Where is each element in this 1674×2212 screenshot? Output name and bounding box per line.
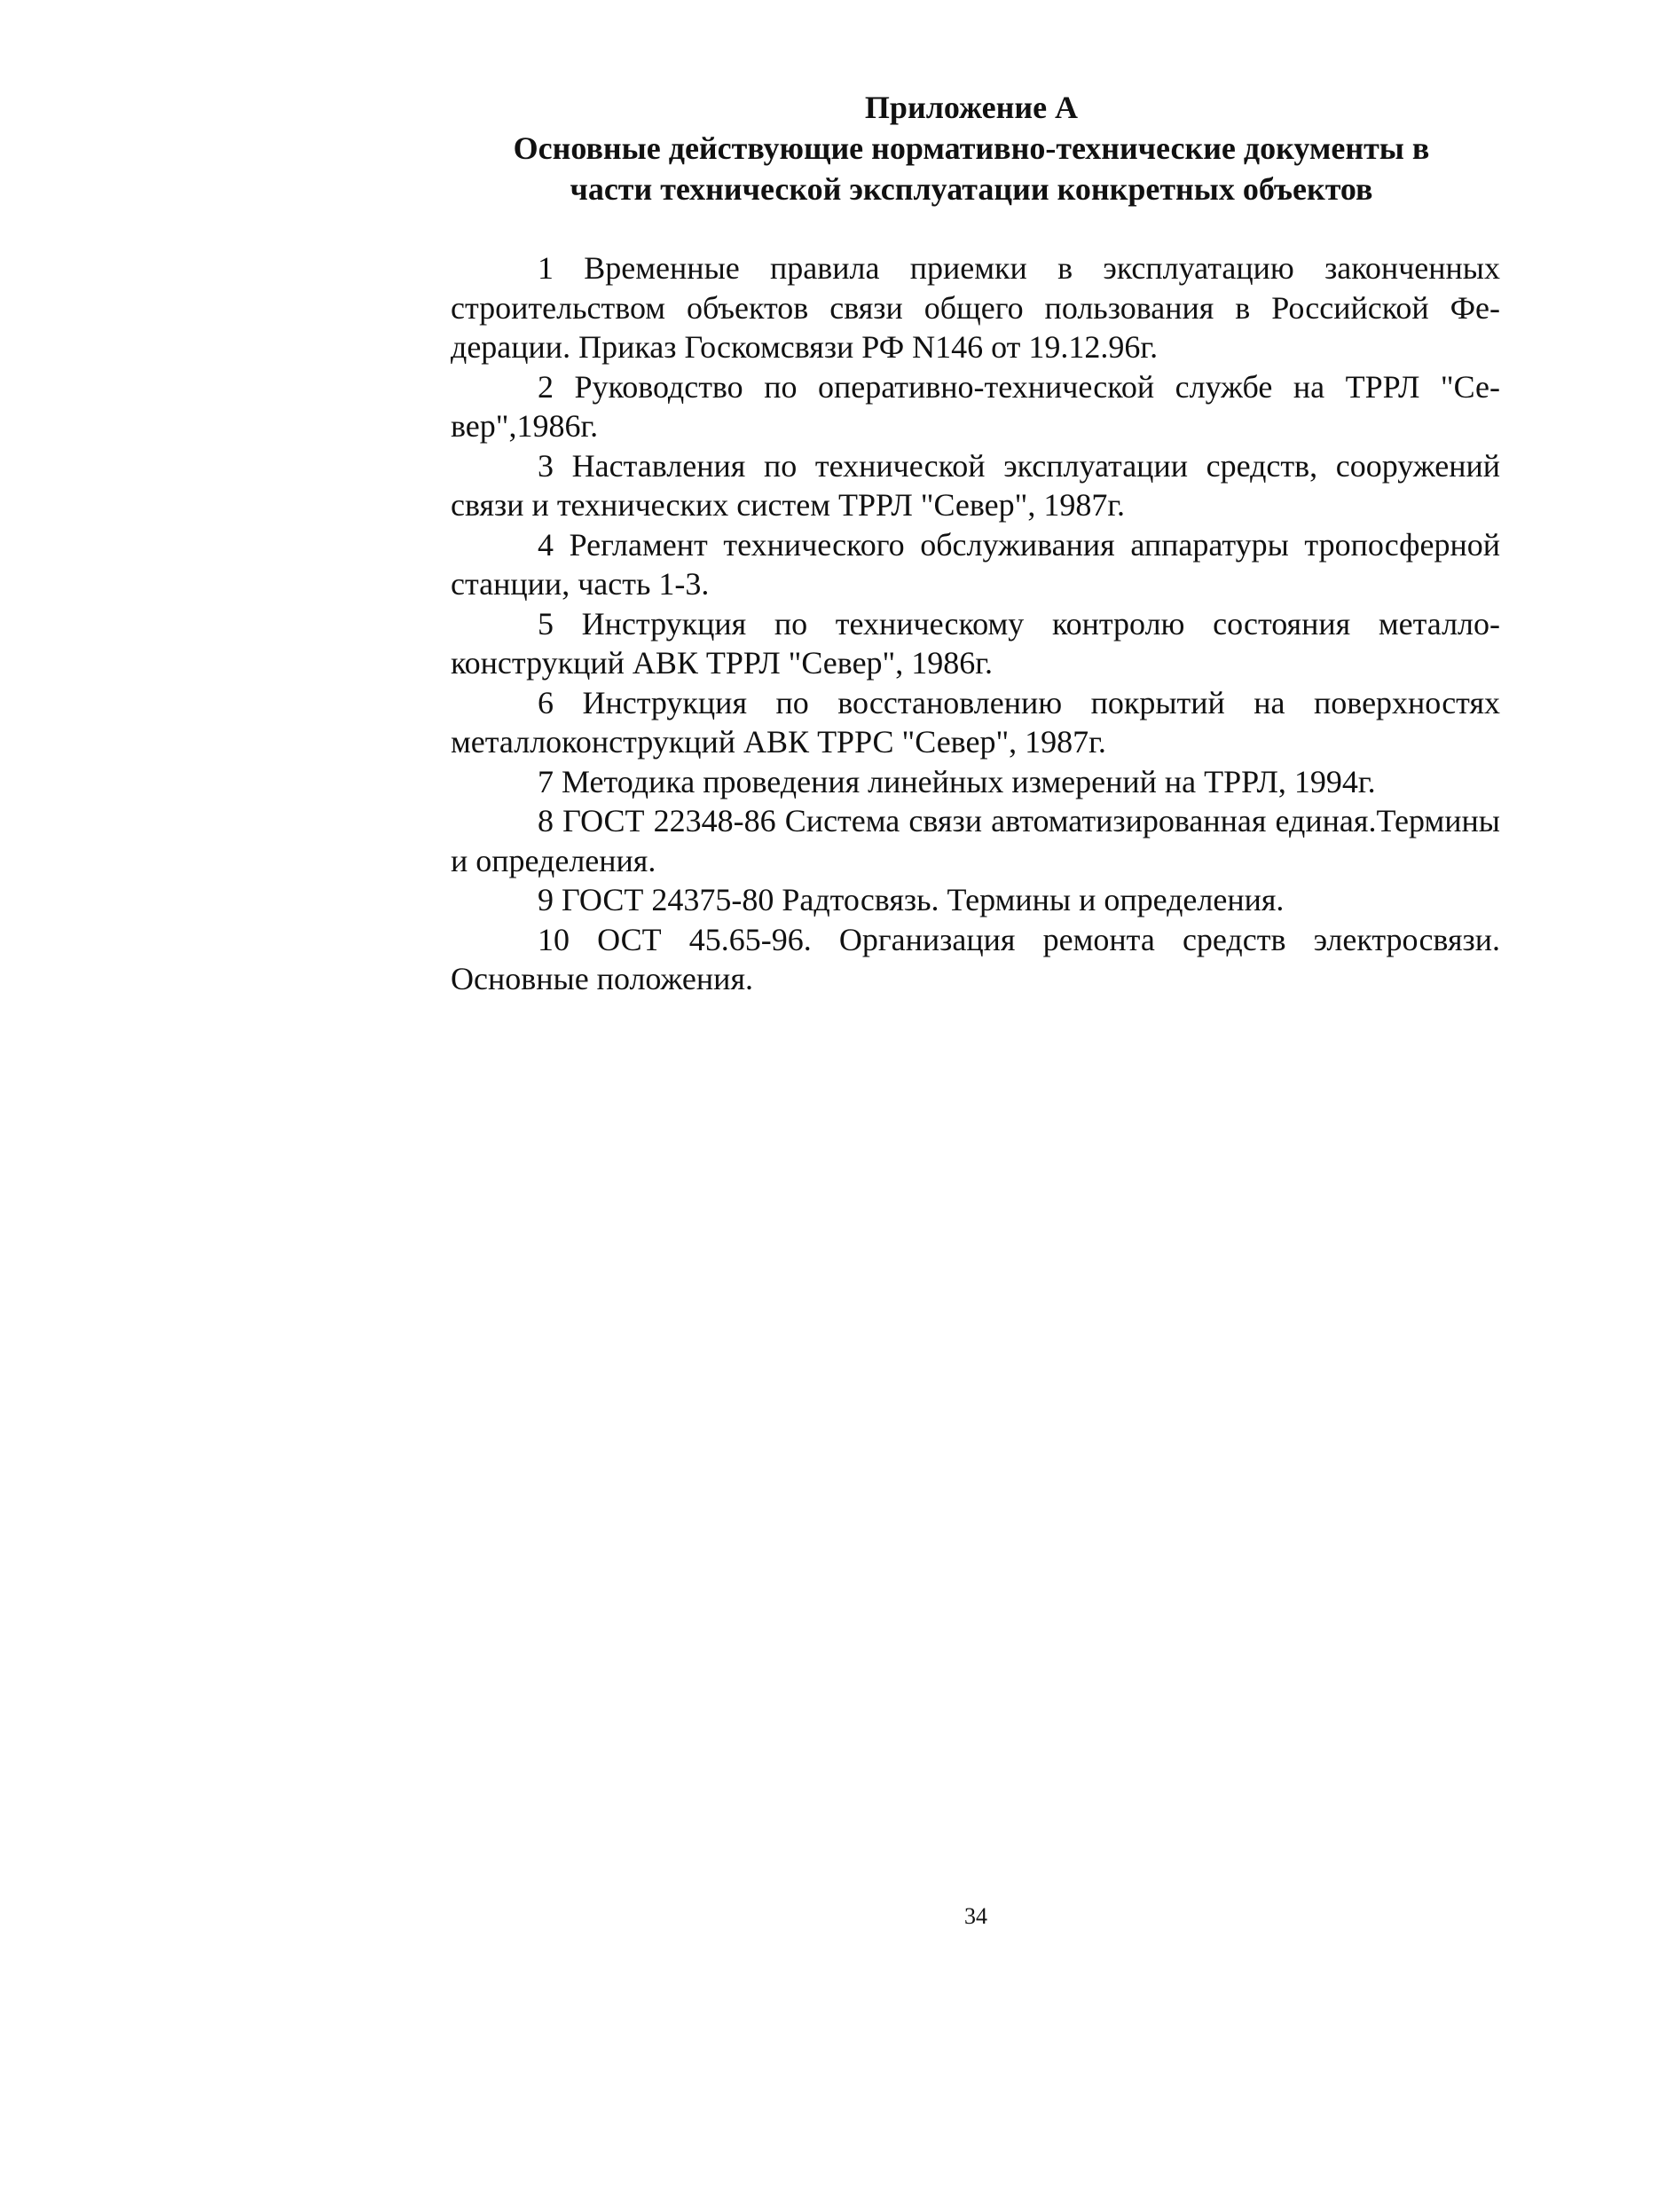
appendix-subtitle <box>426 128 1517 209</box>
appendix-title: Приложение А <box>864 90 1079 125</box>
reference-item: 3 Наставления по технической эксплуатации средств, сооружений связи и технических систем ТРРЛ "Север", 1987г. <box>451 447 1500 523</box>
reference-item: 10 ОСТ 45.65-96. Организация ремонта средств электросвязи. Основные положения. <box>451 921 1500 996</box>
reference-item: 4 Регламент технического обслуживания аппаратуры тропосферной станции, часть 1-3. <box>451 526 1500 602</box>
appendix-subtitle-line-1: Основные действующие нормативно-технические документы в <box>513 130 1430 166</box>
reference-item: 6 Инструкция по восстановлению покрытий на поверхностях металлоконструкций АВК ТРРС "Север", 1987г. <box>451 684 1500 760</box>
reference-list <box>451 248 1500 999</box>
reference-item: 1 Временные правила приемки в эксплуатацию законченных строительством объектов связи общего пользования в Российской Федерации. Приказ Госкомсвязи РФ N146 от 19.12.96г. <box>451 250 1500 365</box>
reference-item: 9 ГОСТ 24375-80 Радтосвязь. Термины и определения. <box>538 882 1285 917</box>
reference-item: 7 Методика проведения линейных измерений на ТРРЛ, 1994г. <box>538 763 1376 799</box>
reference-item: 2 Руководство по оперативно-технической службе на ТРРЛ "Север",1986г. <box>451 368 1500 444</box>
appendix-subtitle-line-2: части технической эксплуатации конкретных объектов <box>570 171 1373 207</box>
reference-item: 8 ГОСТ 22348-86 Система связи автоматизированная единая.Термины и определения. <box>451 803 1500 878</box>
reference-item: 5 Инструкция по техническому контролю состояния металлоконструкций АВК ТРРЛ "Север", 1986г. <box>451 605 1500 681</box>
page-number: 34 <box>964 1903 987 1929</box>
appendix-heading <box>426 87 1517 209</box>
